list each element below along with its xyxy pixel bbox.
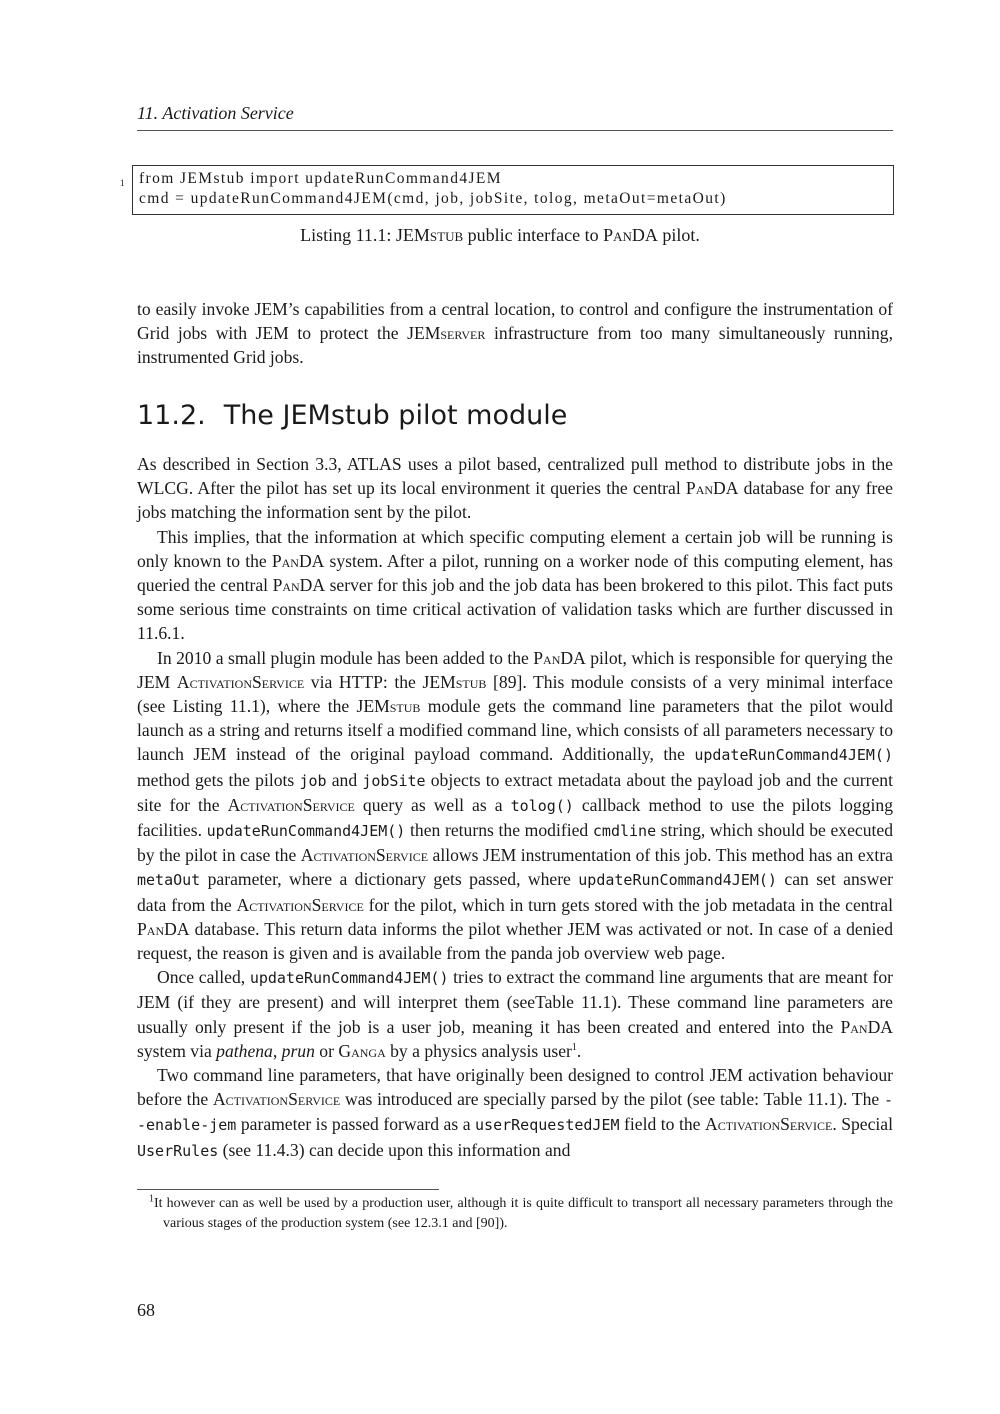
code-listing xyxy=(120,165,894,215)
intro-paragraph: to easily invoke JEM’s capabilities from a central location, to control and configure the instrumentation of Grid jobs with JEM to protect the JEMserver infrastructure from too many simultaneously running, instrumented Grid jobs. xyxy=(137,299,893,368)
header-rule xyxy=(137,130,893,131)
footnote-text: It however can as well be used by a production user, although it is quite difficult to transport all necessary parameters through the various stages of the production system (see 12.3.1 and [90]). xyxy=(154,1196,893,1231)
section-title: The JEMstub pilot module xyxy=(223,400,568,431)
listing-line-number: 1 xyxy=(120,178,125,188)
footnote xyxy=(137,1194,893,1234)
page-number: 68 xyxy=(137,1300,155,1320)
paragraph-4: Once called, updateRunCommand4JEM() tries to extract the command line arguments that are meant for JEM (if they are present) and will interpret them (seeTable 11.1). These command line parameters are usually only present if the job is a user job, meaning it has been created and entered into the PanDA system via pathena, prun or Ganga by a physics analysis user$^1$. xyxy=(137,967,893,1061)
footnote-rule xyxy=(137,1189,439,1190)
paragraph-2: This implies, that the information at which specific computing element a certain job will be running is only known to the PanDA system. After a pilot, running on a worker node of this computing element, has queried the central PanDA server for this job and the job data has been brokered to this pilot. This fact puts some serious time constraints on time critical activation of validation tasks which are further discussed in 11.6.1. xyxy=(137,526,893,644)
listing-caption: Listing 11.1: JEMstub public interface to PanDA pilot. xyxy=(300,225,700,245)
code-line-1: from JEMstub import updateRunCommand4JEM xyxy=(139,170,502,187)
section-body xyxy=(137,452,893,1163)
paragraph-5: Two command line parameters, that have originally been designed to control JEM activation behaviour before the ActivationService was introduced are specially parsed by the pilot (see table: Table 11.1). The --enable-jem parameter is passed forward as a userRequestedJEM field to the ActivationService. Special UserRules (see 11.4.3) can decide upon this information and xyxy=(137,1065,894,1160)
running-head: 11. Activation Service xyxy=(137,103,294,123)
code-line-2: cmd = updateRunCommand4JEM(cmd, job, jobSite, tolog, metaOut=metaOut) xyxy=(139,190,727,207)
paragraph-3: In 2010 a small plugin module has been added to the PanDA pilot, which is responsible for querying the JEM ActivationService via HTTP: the JEMstub [89]. This module consists of a very minimal interface (see Listing 11.1), where the JEMstub module gets the command line parameters that the pilot would launch as a string and returns itself a modified command line, which consists of all parameters necessary to launch JEM instead of the original payload command. Additionally, the updateRunCommand4JEM() method gets the pilots job and jobSite objects to extract metadata about the payload job and the current site for the ActivationService query as well as a tolog() callback method to use the pilots logging facilities. updateRunCommand4JEM() then returns the modified cmdline string, which should be executed by the pilot in case the ActivationService allows JEM instrumentation of this job. This method has an extra metaOut parameter, where a dictionary gets passed, where updateRunCommand4JEM() can set answer data from the ActivationService for the pilot, which in turn gets stored with the job metadata in the central PanDA database. This return data informs the pilot whether JEM was activated or not. In case of a denied request, the reason is given and is available from the panda job overview web page. xyxy=(137,647,893,964)
footnote-marker[interactable]: 1 xyxy=(571,1042,577,1054)
section-number: 11.2. xyxy=(137,400,206,431)
footnote-number: 1 xyxy=(149,1193,154,1205)
section-heading xyxy=(137,400,567,431)
paragraph-1: As described in Section 3.3, ATLAS uses a pilot based, centralized pull method to distribute jobs in the WLCG. After the pilot has set up its local environment it queries the central PanDA database for any free jobs matching the information sent by the pilot. xyxy=(137,454,893,523)
